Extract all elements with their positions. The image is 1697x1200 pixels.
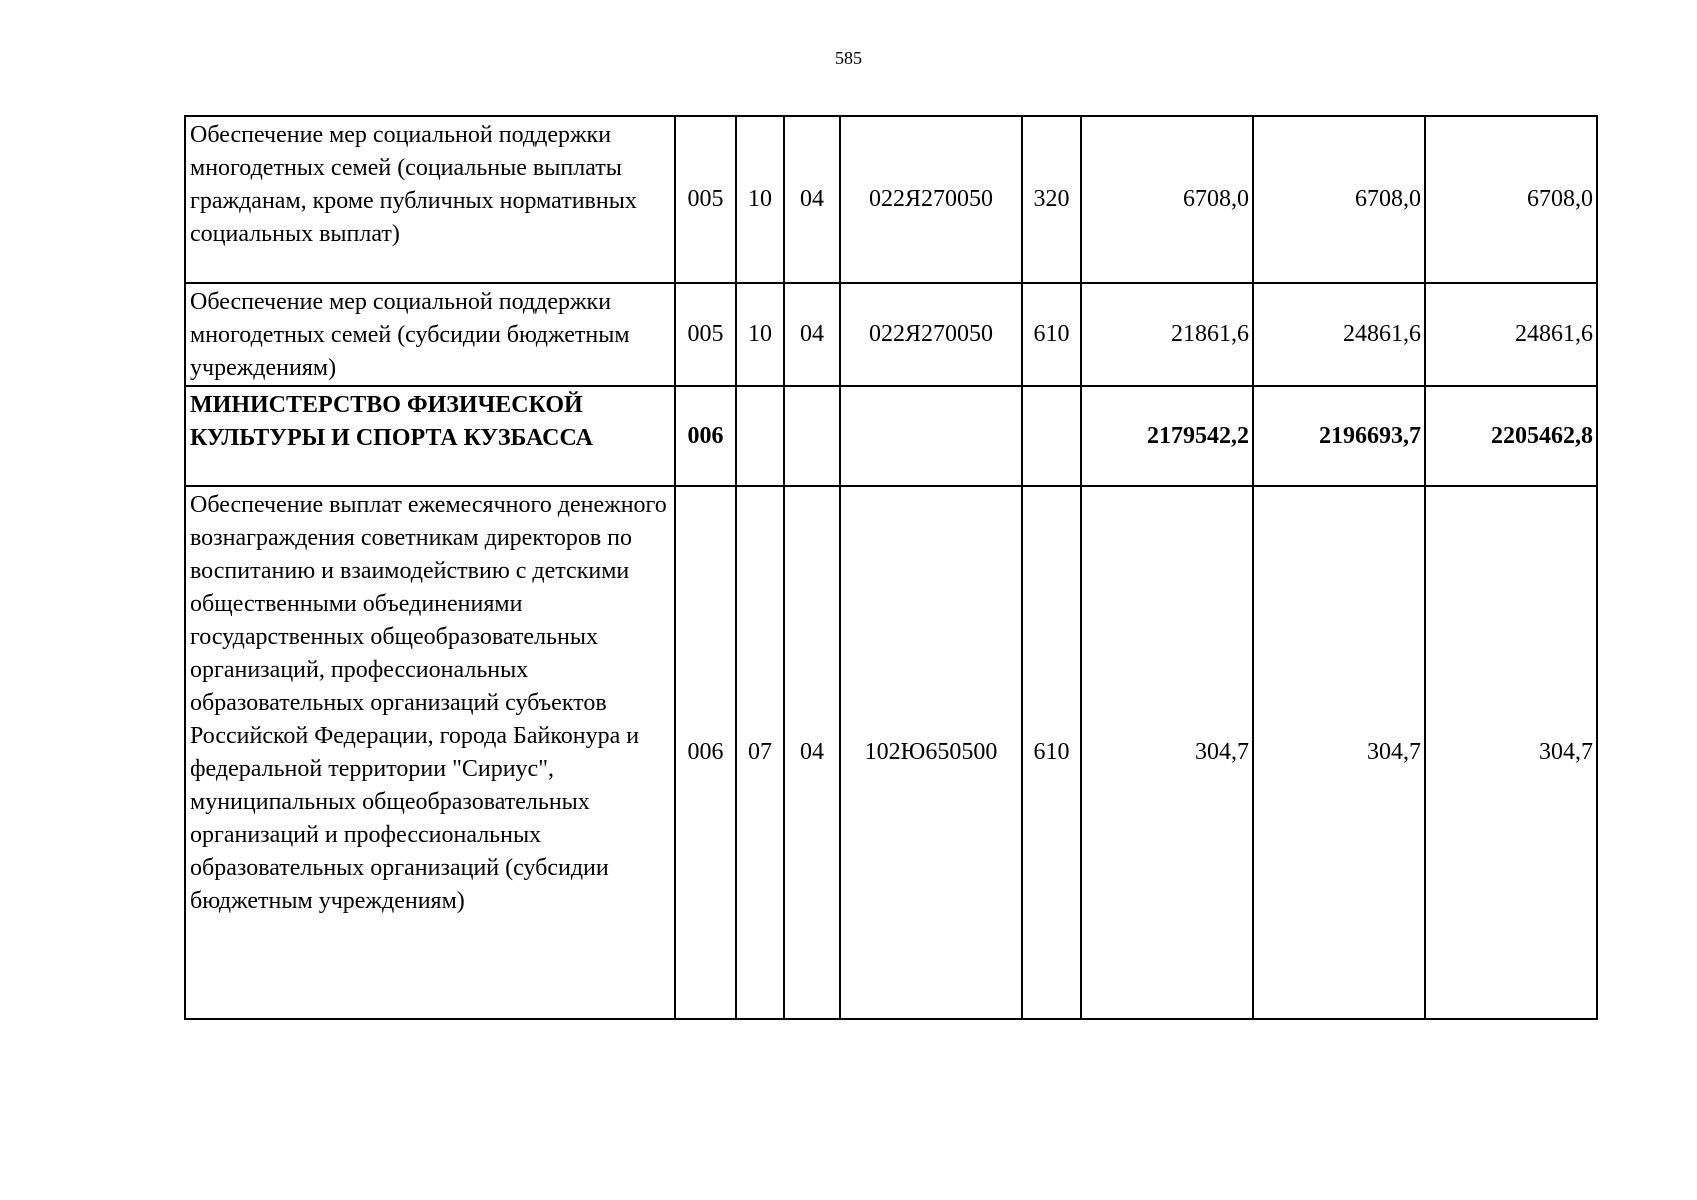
expense-type-code: 610 <box>1022 486 1081 1019</box>
sum-year-1: 6708,0 <box>1081 116 1253 283</box>
budget-table <box>184 115 1598 1020</box>
target-code <box>840 386 1022 486</box>
row-name: Обеспечение мер социальной поддержки многодетных семей (социальные выплаты гражданам, кроме публичных нормативных социальных выплат) <box>185 116 675 283</box>
sum-year-2: 2196693,7 <box>1253 386 1425 486</box>
subsection-code: 04 <box>784 283 840 386</box>
ministry-code: 006 <box>675 386 736 486</box>
target-code: 022Я270050 <box>840 283 1022 386</box>
sum-year-1: 2179542,2 <box>1081 386 1253 486</box>
sum-year-2: 304,7 <box>1253 486 1425 1019</box>
ministry-code: 006 <box>675 486 736 1019</box>
sum-year-2: 6708,0 <box>1253 116 1425 283</box>
page-number: 585 <box>835 48 862 68</box>
sum-year-3: 2205462,8 <box>1425 386 1597 486</box>
target-code: 102Ю650500 <box>840 486 1022 1019</box>
ministry-code: 005 <box>675 283 736 386</box>
row-name: МИНИСТЕРСТВО ФИЗИЧЕСКОЙ КУЛЬТУРЫ И СПОРТА КУЗБАССА <box>185 386 675 486</box>
table-row <box>185 116 1597 283</box>
sum-year-1: 21861,6 <box>1081 283 1253 386</box>
ministry-code: 005 <box>675 116 736 283</box>
row-name: Обеспечение выплат ежемесячного денежного вознаграждения советникам директоров по воспитанию и взаимодействию с детскими общественными объединениями государственных общеобразовательных организаций, профессиональных образовательных организаций субъектов Российской Федерации, города Байконура и федеральной территории "Сириус", муниципальных общеобразовательных организаций и профессиональных образовательных организаций (субсидии бюджетным учреждениям) <box>185 486 675 1019</box>
subsection-code: 04 <box>784 116 840 283</box>
sum-year-3: 6708,0 <box>1425 116 1597 283</box>
section-code: 10 <box>736 283 784 386</box>
expense-type-code <box>1022 386 1081 486</box>
sum-year-3: 24861,6 <box>1425 283 1597 386</box>
section-code: 07 <box>736 486 784 1019</box>
subsection-code: 04 <box>784 486 840 1019</box>
sum-year-1: 304,7 <box>1081 486 1253 1019</box>
expense-type-code: 320 <box>1022 116 1081 283</box>
row-name: Обеспечение мер социальной поддержки многодетных семей (субсидии бюджетным учреждениям) <box>185 283 675 386</box>
table-row <box>185 283 1597 386</box>
subsection-code <box>784 386 840 486</box>
section-code: 10 <box>736 116 784 283</box>
sum-year-2: 24861,6 <box>1253 283 1425 386</box>
table-row <box>185 386 1597 486</box>
section-code <box>736 386 784 486</box>
table-row <box>185 486 1597 1019</box>
sum-year-3: 304,7 <box>1425 486 1597 1019</box>
expense-type-code: 610 <box>1022 283 1081 386</box>
target-code: 022Я270050 <box>840 116 1022 283</box>
